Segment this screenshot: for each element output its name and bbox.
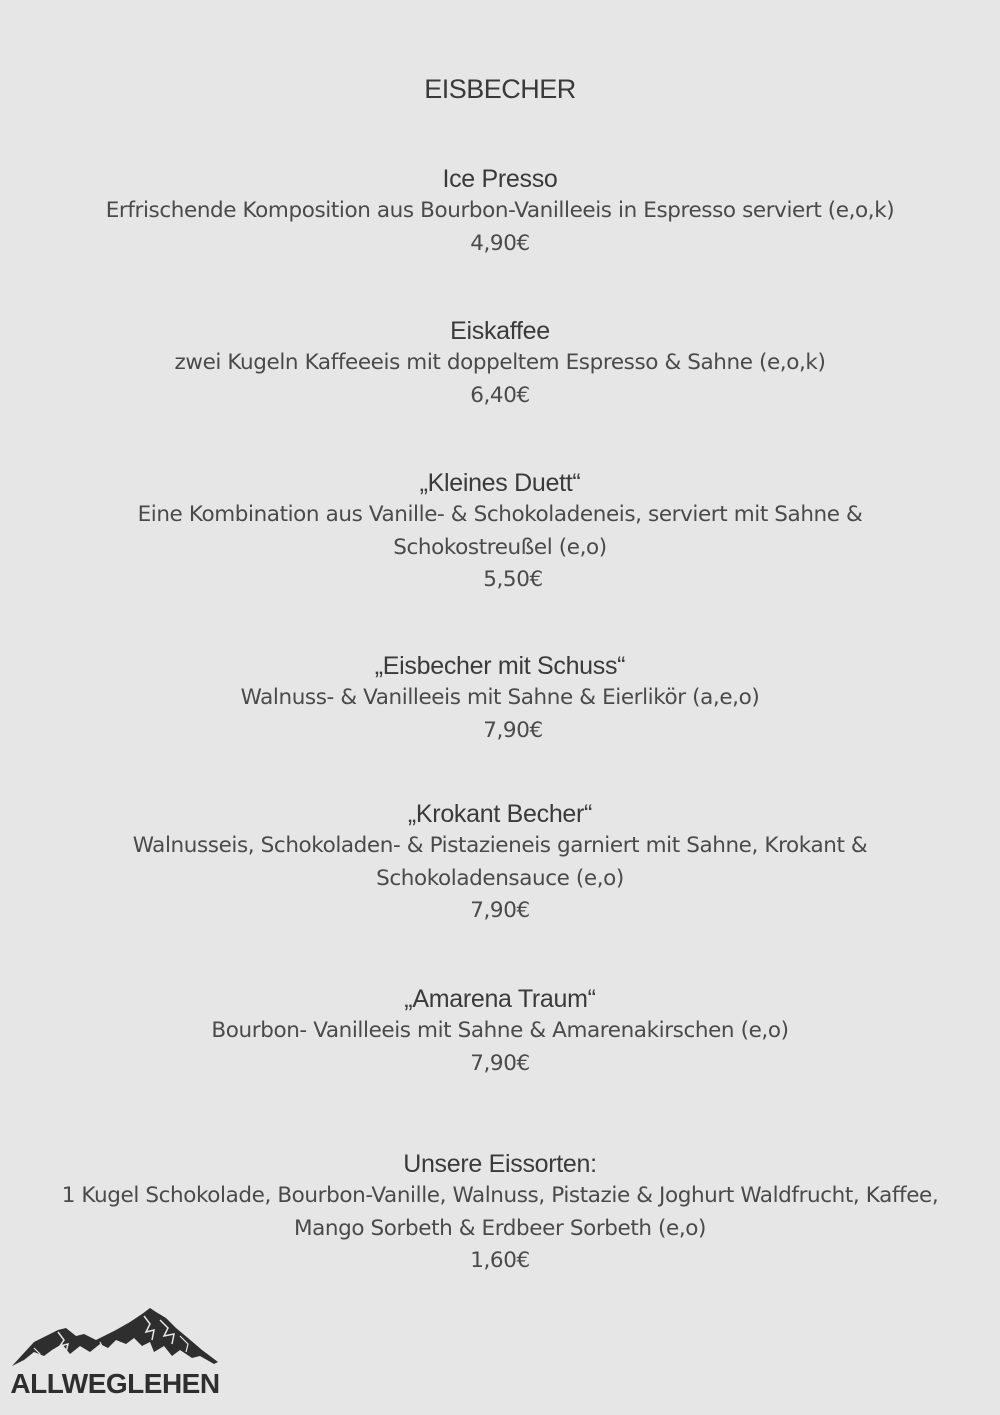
item-name: „Kleines Duett“ bbox=[419, 469, 581, 497]
item-price: 4,90€ bbox=[470, 230, 530, 256]
menu-item-eisbecher-mit-schuss bbox=[0, 650, 1000, 747]
item-name: Unsere Eissorten: bbox=[403, 1150, 597, 1178]
item-price: 1,60€ bbox=[470, 1248, 530, 1273]
item-description: Bourbon- Vanilleeis mit Sahne & Amarenakirschen (e,o) bbox=[211, 1018, 789, 1043]
menu-item-eiskaffee bbox=[0, 315, 1000, 412]
item-description: zwei Kugeln Kaffeeeis mit doppeltem Espresso & Sahne (e,o,k) bbox=[174, 350, 826, 375]
item-price: 7,90€ bbox=[470, 898, 530, 923]
item-price: 7,90€ bbox=[483, 717, 543, 743]
menu-item-krokant-becher bbox=[0, 798, 1000, 928]
brand-logo bbox=[4, 1300, 226, 1405]
menu-item-unsere-eissorten bbox=[0, 1148, 1000, 1278]
item-description: 1 Kugel Schokolade, Bourbon-Vanille, Walnuss, Pistazie & Joghurt Waldfrucht, Kaffee, Mango Sorbeth & Erdbeer Sorbeth (e,o) bbox=[61, 1183, 939, 1241]
item-name: „Eisbecher mit Schuss“ bbox=[374, 652, 626, 680]
item-price: 7,90€ bbox=[470, 1050, 530, 1076]
page-title: EISBECHER bbox=[424, 74, 576, 104]
item-description: Walnusseis, Schokoladen- & Pistazieneis garniert mit Sahne, Krokant & Schokoladensauce (e,o) bbox=[132, 833, 868, 891]
item-price: 6,40€ bbox=[470, 382, 530, 408]
menu-item-kleines-duett bbox=[0, 467, 1000, 597]
item-description: Walnuss- & Vanilleeis mit Sahne & Eierlikör (a,e,o) bbox=[240, 685, 760, 710]
menu-item-amarena-traum bbox=[0, 983, 1000, 1080]
item-description: Eine Kombination aus Vanille- & Schokoladeneis, serviert mit Sahne & Schokostreußel (e,o) bbox=[137, 502, 863, 560]
item-name: Ice Presso bbox=[442, 165, 558, 193]
item-price: 5,50€ bbox=[483, 567, 543, 592]
mountain-logo-icon bbox=[4, 1300, 226, 1370]
item-name: „Amarena Traum“ bbox=[404, 985, 596, 1013]
item-name: „Krokant Becher“ bbox=[407, 800, 593, 828]
logo-text: ALLWEGLEHEN bbox=[10, 1368, 220, 1399]
item-name: Eiskaffee bbox=[450, 317, 550, 345]
item-description: Erfrischende Komposition aus Bourbon-Vanilleeis in Espresso serviert (e,o,k) bbox=[105, 198, 895, 223]
menu-item-ice-presso bbox=[0, 163, 1000, 260]
